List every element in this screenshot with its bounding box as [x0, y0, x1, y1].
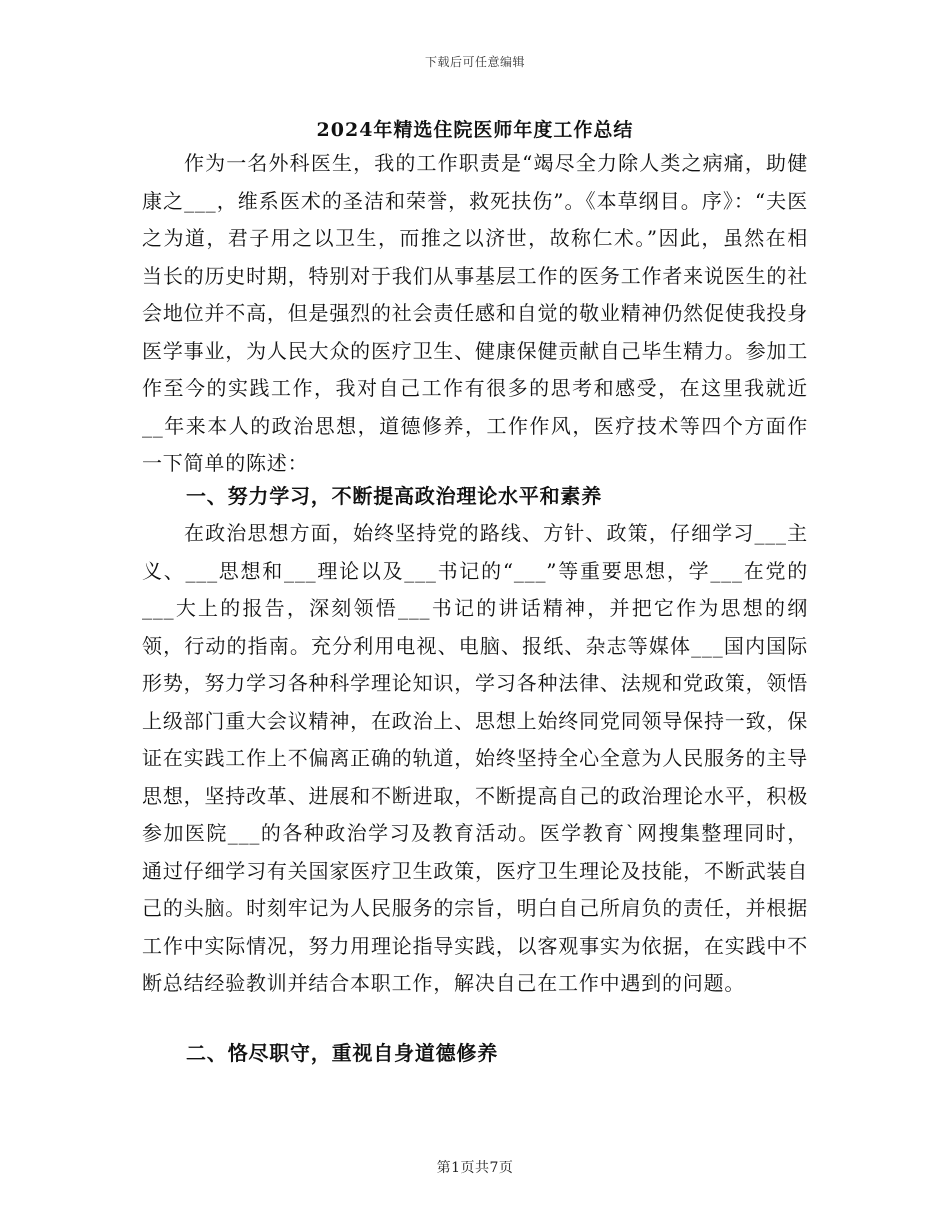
page-footer: 第1页共7页 — [436, 1160, 514, 1176]
page-title: 2024年精选住院医师年度工作总结 — [316, 119, 634, 141]
intro-paragraph: 作为一名外科医生，我的工作职责是“竭尽全力除人类之病痛，助健康之___，维系医术的圣洁和荣誉，救死扶伤”。《本草纲目。序》：“夫医之为道，君子用之以卫生，而推之以济世，故称仁术。”因此，虽然在相当长的历史时期，特别对于我们从事基层工作的医务工作者来说医生的社会地位并不高，但是强烈的社会责任感和自觉的敬业精神仍然促使我投身医学事业，为人民大众的医疗卫生、健康保健贡献自己毕生精力。参加工作至今的实践工作，我对自己工作有很多的思考和感受，在这里我就近__年来本人的政治思想，道德修养，工作作风，医疗技术等四个方面作一下简单的陈述： — [142, 151, 808, 475]
section-1-heading: 一、努力学习，不断提高政治理论水平和素养 — [186, 484, 602, 508]
section-2-heading: 二、恪尽职守，重视自身道德修养 — [186, 1041, 498, 1065]
section-1-paragraph: 在政治思想方面，始终坚持党的路线、方针、政策，仔细学习___主义、___思想和___理论以及___书记的“___”等重要思想，学___在党的___大上的报告，深刻领悟___书记的讲话精神，并把它作为思想的纲领，行动的指南。充分利用电视、电脑、报纸、杂志等媒体___国内国际形势，努力学习各种科学理论知识，学习各种法律、法规和党政策，领悟上级部门重大会议精神，在政治上、思想上始终同党同领导保持一致，保证在实践工作上不偏离正确的轨道，始终坚持全心全意为人民服务的主导思想，坚持改革、进展和不断进取，不断提高自己的政治理论水平，积极参加医院___的各种政治学习及教育活动。医学教育`网搜集整理同时，通过仔细学习有关国家医疗卫生政策，医疗卫生理论及技能，不断武装自己的头脑。时刻牢记为人民服务的宗旨，明白自己所肩负的责任，并根据工作中实际情况，努力用理论指导实践，以客观事实为依据，在实践中不断总结经验教训并结合本职工作，解决自己在工作中遇到的问题。 — [142, 521, 808, 995]
header-note: 下载后可任意编辑 — [424, 55, 525, 69]
